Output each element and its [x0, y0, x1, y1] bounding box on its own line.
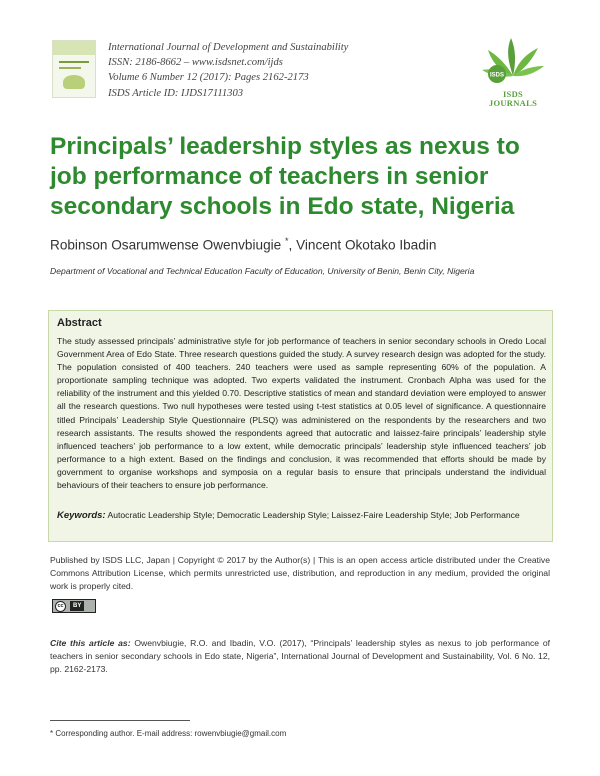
by-icon: BY: [70, 601, 84, 611]
abstract-text: The study assessed principals’ administrative style for job performance of teachers in senior secondary schools in Oredo Local Government Area of Edo State. Three research questions guided the study. A survey research design was adopted for the study. The population consisted of 400 teachers. 240 teachers were used as sample representing 60% of the population. A proportionate sampling technique was adopted. Two experts validated the instrument. Cronbach Alpha was used for the reliability of the instrument and this yielded 0.70. Descriptive statistics of mean and standard deviation were employed to answer all the research questions. Two null hypotheses were tested using t-test statistics at 0.05 level of significance. A questionnaire titled Principals’ Leadership Style Questionnaire (PLSQ) was administered on the respondents by the researchers and two research assistants. The results showed the respondents agreed that autocratic and laissez-faire principals’ leadership style influenced teachers’ job performance to a low extent, while democratic principals’ leadership style influenced teachers’ job performance to a high extent. Based on the findings and conclusion, it was recommended that efforts should be made by government to organise workshops and symposia on a regular basis to ensure that principals understand the individual behaviours of their teachers to ensure job performance.: [57, 336, 546, 491]
affiliation: Department of Vocational and Technical Education Faculty of Education, University of Benin, Benin City, Nigeria: [50, 266, 475, 276]
corresponding-author-mark: *: [285, 236, 289, 246]
author-2: , Vincent Okotako Ibadin: [288, 237, 437, 253]
article-id: ISDS Article ID: IJDS17111303: [108, 87, 244, 99]
journal-info: [108, 40, 348, 101]
journal-cover-thumbnail: [52, 40, 96, 98]
cc-by-license-badge[interactable]: [52, 599, 96, 613]
keywords-label: Keywords:: [57, 510, 106, 521]
keywords: [57, 509, 546, 522]
citation-text: Owenvbiugie, R.O. and Ibadin, V.O. (2017), “Principals’ leadership styles as nexus to job performance of teachers in senior secondary schools in Edo state, Nigeria”, International Journal of Development and Sustainability, Vol. 6 No. 12, pp. 2162-2173.: [50, 638, 550, 675]
journal-name: International Journal of Development and Sustainability: [108, 42, 349, 53]
logo-text-isds: ISDS: [502, 89, 524, 99]
license-text: Published by ISDS LLC, Japan | Copyright © 2017 by the Author(s) | This is an open access article distributed under the Creative Commons Attribution License, which permits unrestricted use, distribution, and reproduction in any medium, provided the original work is properly cited.: [50, 555, 550, 592]
keywords-list: Autocratic Leadership Style; Democratic Leadership Style; Laissez-Faire Leadership Style; Job Performance: [105, 510, 520, 520]
logo-text: [482, 90, 544, 108]
logo-text-journals: JOURNALS: [488, 98, 538, 108]
abstract-box: [48, 310, 553, 542]
svg-text:ISDS: ISDS: [489, 72, 505, 79]
citation: [50, 637, 550, 677]
journal-volume: Volume 6 Number 12 (2017): Pages 2162-2173: [108, 72, 309, 84]
author-1: Robinson Osarumwense Owenvbiugie: [50, 237, 282, 253]
article-title: Principals’ leadership styles as nexus to job performance of teachers in senior secondary schools in Edo state, Nigeria: [50, 133, 520, 220]
authors: [50, 236, 436, 253]
abstract-heading: Abstract: [57, 317, 102, 329]
citation-label: Cite this article as:: [50, 638, 131, 648]
footnote-divider: [50, 720, 190, 721]
journal-issn: ISSN: 2186-8662 – www.isdsnet.com/ijds: [108, 57, 283, 69]
cc-icon: cc: [55, 601, 66, 612]
footnote: * Corresponding author. E-mail address: rowenvbiugie@gmail.com: [50, 729, 287, 738]
